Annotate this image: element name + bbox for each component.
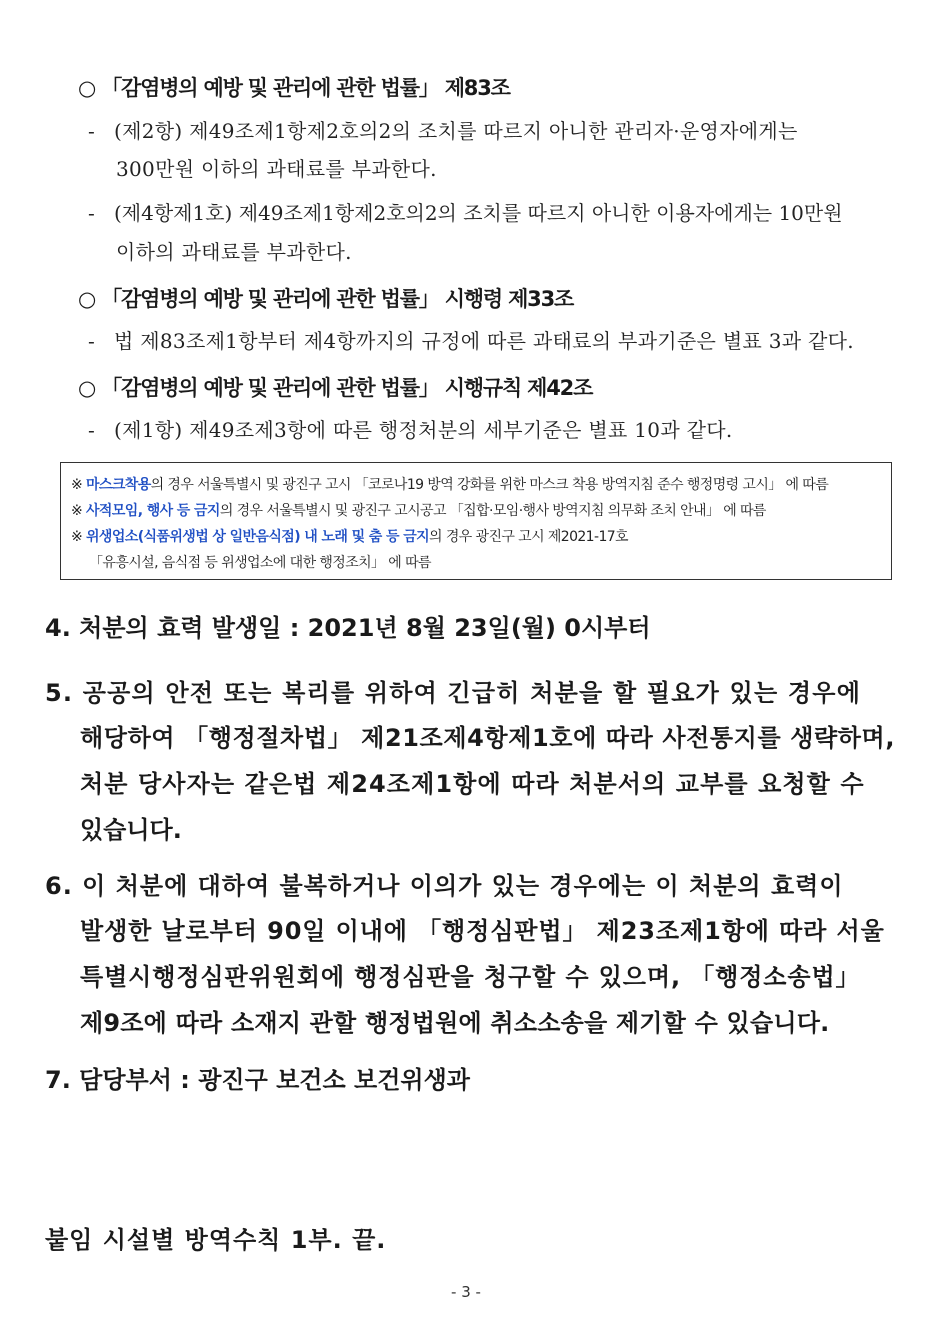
page-number: - 3 - [451, 1283, 481, 1301]
section-6-line-2: 발생한 날로부터 90일 이내에 「행정심판법」 제23조제1항에 따라 서울 [80, 917, 885, 945]
law-heading-3: ○ 「감염병의 예방 및 관리에 관한 법률」 시행규칙 제42조 [78, 376, 593, 400]
law-heading-1: ○ 「감염병의 예방 및 관리에 관한 법률」 제83조 [78, 76, 510, 100]
section-6-line-1: 6. 이 처분에 대하여 불복하거나 이의가 있는 경우에는 이 처분의 효력이 [45, 872, 844, 900]
notice-box [60, 462, 892, 580]
section-5-line-1: 5. 공공의 안전 또는 복리를 위하여 긴급히 처분을 할 필요가 있는 경우에 [45, 679, 862, 707]
section-6-line-3: 특별시행정심판위원회에 행정심판을 청구할 수 있으며, 「행정소송법」 [80, 963, 861, 991]
law-1-item-2-line-2: 이하의 과태료를 부과한다. [116, 240, 352, 264]
notice-line-1: ※ 마스크착용의 경우 서울특별시 및 광진구 고시 「코로나19 방역 강화를 위한 마스크 착용 방역지침 준수 행정명령 고시」 에 따름 [71, 477, 829, 493]
section-4: 4. 처분의 효력 발생일 : 2021년 8월 23일(월) 0시부터 [45, 614, 651, 642]
law-1-item-2-line-1: - (제4항제1호) 제49조제1항제2호의2의 조치를 따르지 아니한 이용자에게는 10만원 [88, 201, 843, 225]
section-6-line-4: 제9조에 따라 소재지 관할 행정법원에 취소소송을 제기할 수 있습니다. [80, 1009, 830, 1037]
law-3-item-1: - (제1항) 제49조제3항에 따른 행정처분의 세부기준은 별표 10과 같다. [88, 418, 733, 442]
law-1-item-1-line-2: 300만원 이하의 과태료를 부과한다. [116, 157, 437, 181]
notice-line-2: ※ 사적모임, 행사 등 금지의 경우 서울특별시 및 광진구 고시공고 「집합·모임·행사 방역지침 의무화 조치 안내」 에 따름 [71, 503, 766, 519]
section-5-line-2: 해당하여 「행정절차법」 제21조제4항제1호에 따라 사전통지를 생략하며, [80, 724, 896, 752]
section-5-line-4: 있습니다. [80, 816, 182, 844]
law-2-item-1: - 법 제83조제1항부터 제4항까지의 규정에 따른 과태료의 부과기준은 별표 3과 같다. [88, 329, 854, 353]
section-5-line-3: 처분 당사자는 같은법 제24조제1항에 따라 처분서의 교부를 요청할 수 [80, 770, 865, 798]
notice-highlight-restaurant: 위생업소(식품위생법 상 일반음식점) 내 노래 및 춤 등 금지 [86, 529, 430, 545]
notice-line-4: 「유흥시설, 음식점 등 위생업소에 대한 행정조치」 에 따름 [89, 555, 431, 571]
law-heading-2: ○ 「감염병의 예방 및 관리에 관한 법률」 시행령 제33조 [78, 287, 574, 311]
notice-highlight-mask: 마스크착용 [86, 477, 151, 493]
attachment-line: 붙임 시설별 방역수칙 1부. 끝. [45, 1226, 387, 1254]
section-7: 7. 담당부서 : 광진구 보건소 보건위생과 [45, 1066, 470, 1094]
notice-highlight-gathering: 사적모임, 행사 등 금지 [86, 503, 220, 519]
law-1-item-1-line-1: - (제2항) 제49조제1항제2호의2의 조치를 따르지 아니한 관리자·운영자에게는 [88, 119, 798, 143]
notice-line-3: ※ 위생업소(식품위생법 상 일반음식점) 내 노래 및 춤 등 금지의 경우 광진구 고시 제2021-17호 [71, 529, 628, 545]
